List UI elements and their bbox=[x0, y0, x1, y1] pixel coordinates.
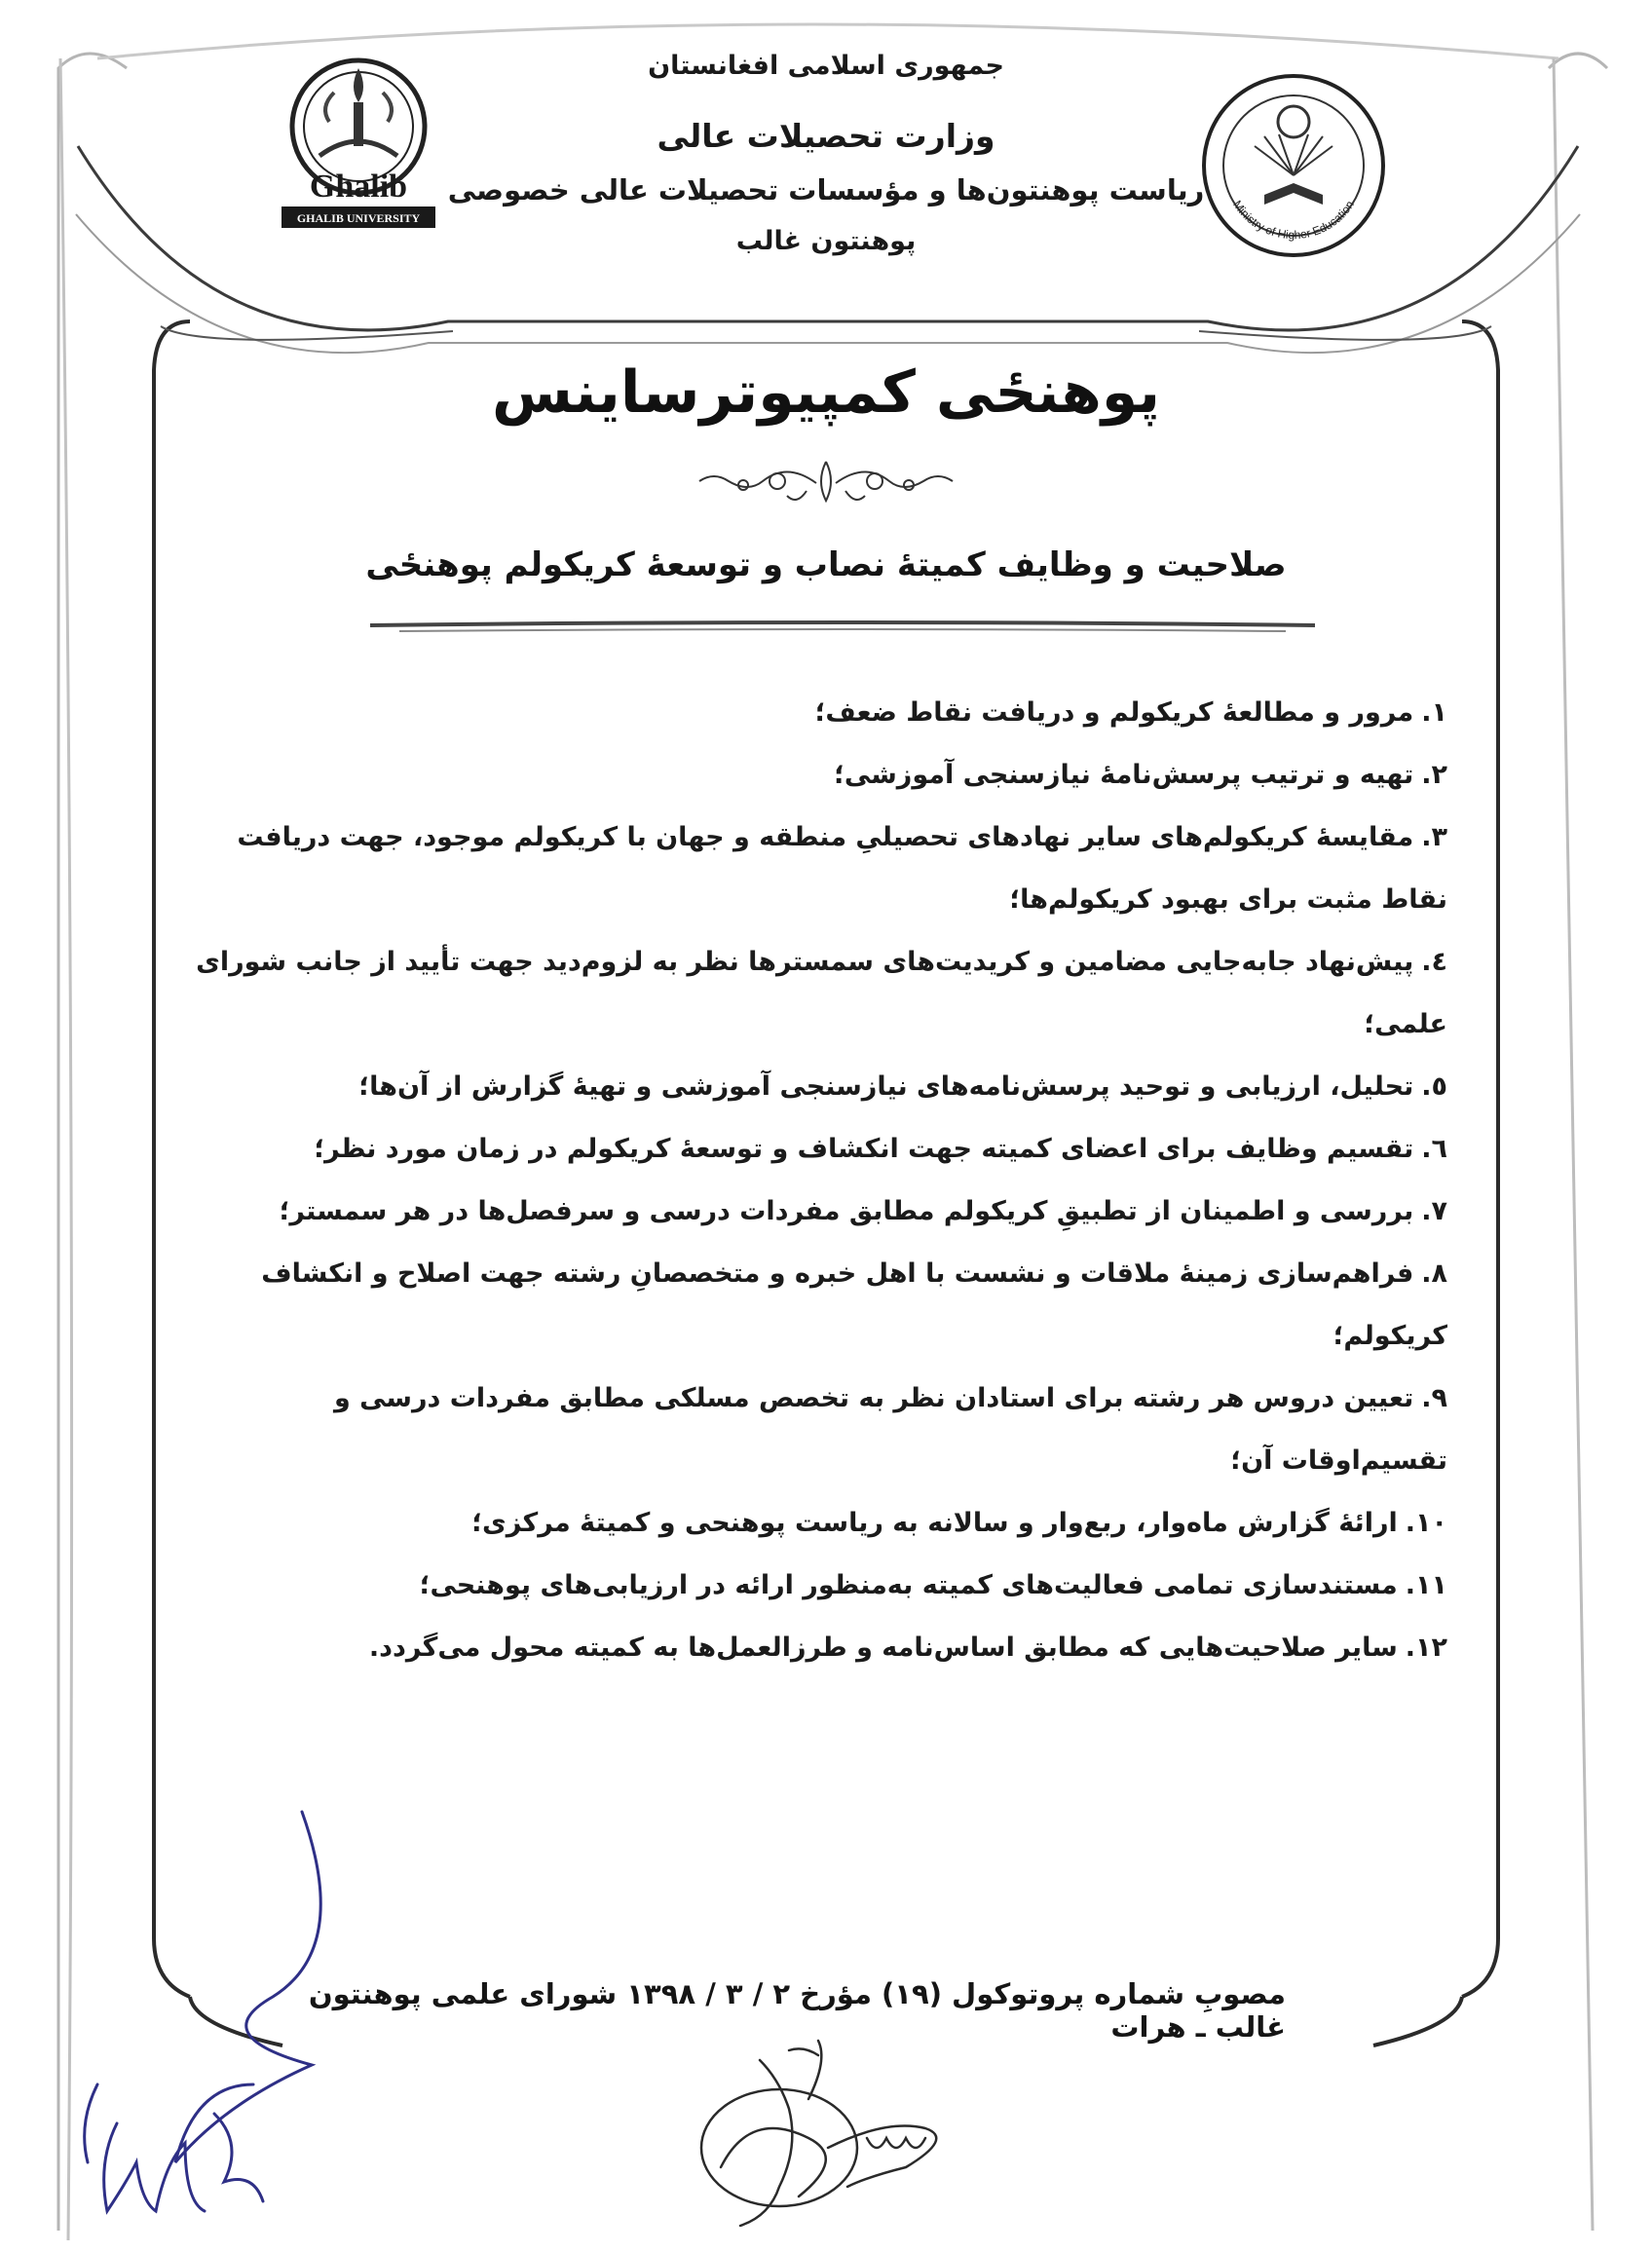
faculty-title: پوهنځی کمپیوترساینس bbox=[491, 358, 1160, 427]
list-item: ٤.پیش‌نهاد جابه‌جایی مضامین و کریدیت‌های سمسترها نظر به لزوم‌دید جهت تأیید از جانب شورای علمی؛ bbox=[196, 947, 1447, 1039]
svg-text:Ministry of Higher Education bbox=[1230, 198, 1357, 242]
list-item: ۹.تعیین دروس هر رشته برای استادان نظر به تخصص مسلکی مطابق مفردات درسی و تقسیم‌اوقات آن؛ bbox=[333, 1383, 1447, 1476]
logo-caption: GHALIB UNIVERSITY bbox=[296, 211, 421, 225]
handwritten-signature-icon bbox=[58, 1792, 409, 2240]
list-item: ۷.بررسی و اطمینان از تطبیقِ کریکولم مطابق مفردات درسی و سرفصل‌ها در هر سمستر؛ bbox=[279, 1196, 1447, 1226]
list-item: ۱.مرور و مطالعهٔ کریکولم و دریافت نقاط ضعف؛ bbox=[814, 697, 1447, 728]
duties-list bbox=[175, 682, 1447, 1679]
list-item: ۸.فراهم‌سازی زمینهٔ ملاقات و نشست با اهل خبره و متخصصانِ رشته جهت اصلاح و انکشاف کریکولم؛ bbox=[261, 1258, 1447, 1351]
header-directorate: ریاست پوهنتون‌ها و مؤسسات تحصیلات عالی خصوصی bbox=[447, 173, 1205, 206]
list-item: ۱۱.مستندسازی تمامی فعالیت‌های کمیته به‌منظور ارائه در ارزیابی‌های پوهنحی؛ bbox=[419, 1570, 1447, 1600]
section-heading: صلاحیت و وظایف کمیتهٔ نصاب و توسعهٔ کریکولم پوهنځی bbox=[365, 545, 1287, 584]
list-item: ۱۲.سایر صلاحیت‌هایی که مطابق اساس‌نامه و طرزالعمل‌ها به کمیته محول می‌گردد. bbox=[368, 1633, 1447, 1663]
list-item: ٦.تقسیم وظایف برای اعضای کمیته جهت انکشاف و توسعهٔ کریکولم در زمان مورد نظر؛ bbox=[314, 1134, 1447, 1164]
approval-note: مصوبِ شماره پروتوکول (۱۹) مؤرخ ۲ / ۳ / ۱۳۹۸ شورای علمی پوهنتون غالب ـ هرات bbox=[308, 1977, 1286, 2044]
logo-wordmark: Ghalib bbox=[309, 169, 408, 205]
header-country: جمهوری اسلامی افغانستان bbox=[648, 51, 1004, 81]
header-university: پوهنتون غالب bbox=[735, 226, 917, 256]
list-item: ٥.تحلیل، ارزیابی و توحید پرسش‌نامه‌های نیازسنجی آموزشی و تهیهٔ گزارش از آن‌ها؛ bbox=[358, 1071, 1447, 1102]
ghalib-university-logo-icon bbox=[276, 49, 441, 244]
list-item: ۲.تهیه و ترتیب پرسش‌نامهٔ نیازسنجی آموزشی؛ bbox=[834, 760, 1447, 790]
header-ministry: وزارت تحصیلات عالی bbox=[657, 117, 995, 155]
list-item: ۳.مقایسهٔ کریکولم‌های سایر نهادهای تحصیلیِ منطقه و جهان با کریکولم موجود، جهت دریافت نقاط مثبت برای بهبود کریکولم‌ها؛ bbox=[237, 822, 1447, 915]
round-stamp-signature-icon bbox=[662, 2021, 984, 2245]
ornament-divider-icon bbox=[670, 452, 982, 510]
ministry-seal-icon bbox=[1196, 68, 1391, 263]
list-item: ۱۰.ارائهٔ گزارش ماه‌وار، ربع‌وار و سالانه به ریاست پوهنحی و کمیتهٔ مرکزی؛ bbox=[471, 1508, 1447, 1538]
seal-caption: Ministry of Higher Education bbox=[1230, 198, 1357, 243]
heading-divider bbox=[370, 618, 1315, 637]
